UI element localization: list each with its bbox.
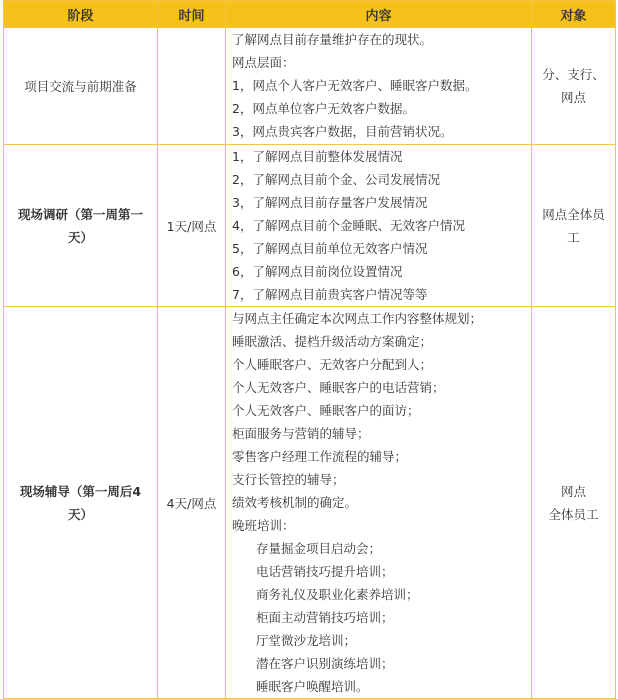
content-line: 柜面服务与营销的辅导； [232,426,370,441]
stage-line: 天） [67,229,93,245]
training-item: 电话营销技巧提升培训； [256,564,394,579]
header-stage: 阶段 [4,1,158,28]
table-row [4,307,616,699]
content-line: 1，了解网点目前整体发展情况 [232,149,403,164]
header-time: 时间 [158,1,226,28]
content-line: 个人无效客户、睡眠客户的电话营销； [232,380,445,395]
content-line: 1，网点个人客户无效客户、睡眠客户数据。 [232,78,478,93]
content-line: 支行长管控的辅导； [232,472,345,487]
content-line: 3，了解网点目前存量客户发展情况 [232,195,428,210]
content-line: 零售客户经理工作流程的辅导； [232,449,408,464]
stage-cell: 项目交流与前期准备 [4,28,158,145]
target-cell [532,307,616,699]
content-line: 与网点主任确定本次网点工作内容整体规划； [232,311,483,326]
target-cell [532,145,616,307]
content-line: 晚班培训： [232,518,295,533]
content-cell [226,28,532,145]
target-line: 网点全体员 [542,206,605,222]
content-line: 绩效考核机制的确定。 [232,495,358,510]
content-line: 个人睡眠客户、无效客户分配到人； [232,357,433,372]
content-line: 了解网点目前存量维护存在的现状。 [232,32,433,47]
time-cell [158,28,226,145]
header-row [4,1,616,28]
training-item: 存量掘金项目启动会； [256,541,382,556]
content-line: 6，了解网点目前岗位设置情况 [232,264,403,279]
content-line: 网点层面： [232,55,295,70]
content-line: 3，网点贵宾客户数据，目前营销状况。 [232,124,453,139]
content-line: 睡眠激活、提档升级活动方案确定； [232,334,433,349]
plan-table [3,0,616,699]
training-item: 厅堂微沙龙培训； [256,633,357,648]
content-line: 5，了解网点目前单位无效客户情况 [232,241,428,256]
content-line: 2，了解网点目前个金、公司发展情况 [232,172,440,187]
stage-cell [4,145,158,307]
content-cell [226,145,532,307]
content-line: 个人无效客户、睡眠客户的面访； [232,403,420,418]
content-cell [226,307,532,699]
content-line: 2，网点单位客户无效客户数据。 [232,101,415,116]
target-line: 网点 [560,90,586,105]
header-target: 对象 [532,1,616,28]
target-cell [532,28,616,145]
time-cell: 4天/网点 [158,307,226,699]
stage-line: 现场调研（第一周第一 [17,206,143,222]
target-line: 分、支行、 [542,67,605,82]
table-row [4,28,616,145]
content-line: 4，了解网点目前个金睡眠、无效客户情况 [232,218,465,233]
table-row [4,145,616,307]
target-line: 全体员工 [548,506,599,522]
stage-line: 现场辅导（第一周后4 [19,483,142,499]
training-item: 睡眠客户唤醒培训。 [256,679,369,694]
training-item: 柜面主动营销技巧培训； [256,610,394,625]
content-line: 7，了解网点目前贵宾客户情况等等 [232,287,428,302]
target-line: 网点 [560,483,586,499]
time-cell: 1天/网点 [158,145,226,307]
training-item: 商务礼仪及职业化素养培训； [256,587,419,602]
header-content: 内容 [226,1,532,28]
training-item: 潜在客户识别演练培训； [256,656,394,671]
target-line: 工 [567,229,580,245]
stage-cell [4,307,158,699]
stage-line: 天） [67,506,93,522]
